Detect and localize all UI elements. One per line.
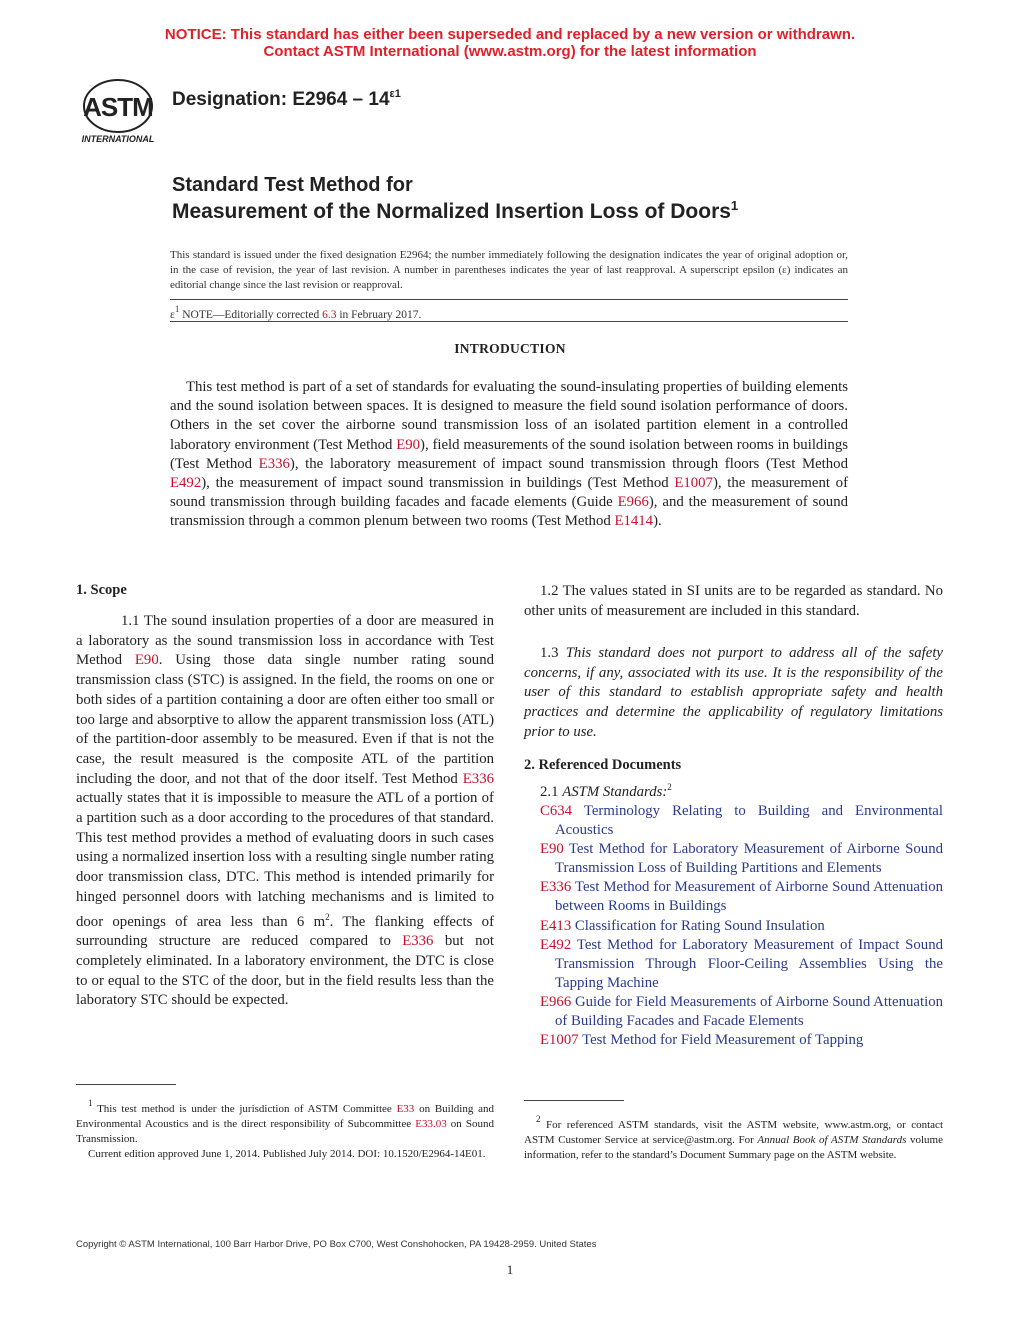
footnote-marker: 1 xyxy=(88,1098,93,1108)
notice-line-1: NOTICE: This standard has either been superseded and replaced by a new version or withdrawn. xyxy=(164,26,856,43)
footnote-rule-left xyxy=(76,1084,176,1085)
footnote-marker: 2 xyxy=(667,782,672,792)
footnote-rule-right xyxy=(524,1100,624,1101)
divider-top xyxy=(170,299,848,300)
footnote-1-edition: Current edition approved June 1, 2014. Published July 2014. DOI: 10.1520/E2964-14E01. xyxy=(88,1148,486,1160)
ref-title[interactable]: Test Method for Laboratory Measurement of Airborne Sound Transmission Loss of Building Partitions and Elements xyxy=(555,841,943,877)
list-item xyxy=(540,1031,943,1050)
paragraph-text: . The flanking effects of surrounding structure are reduced compared to xyxy=(76,913,494,950)
intro-paragraph xyxy=(170,378,848,532)
p11-ref-e90[interactable]: E90 xyxy=(134,652,159,669)
title-line-2 xyxy=(172,198,738,224)
paragraph-number: 1.1 xyxy=(121,613,144,629)
intro-text: ), the measurement of sound transmission through building facades and facade elements (Guide xyxy=(170,475,848,511)
astm-logo xyxy=(76,76,160,146)
footnote-text: For referenced ASTM standards, visit the ASTM website, www.astm.org, or contact ASTM Customer Service at service@astm.org. For xyxy=(524,1119,943,1146)
superscript: 2 xyxy=(325,911,330,922)
notice-line-2: Contact ASTM International (www.astm.org) for the latest information xyxy=(263,43,757,60)
intro-ref-e966[interactable]: E966 xyxy=(617,494,649,511)
footnote-text: volume information, refer to the standard’s Document Summary page on the ASTM website. xyxy=(524,1134,943,1161)
intro-heading: INTRODUCTION xyxy=(454,341,566,356)
intro-text: ). xyxy=(653,513,662,530)
list-item xyxy=(540,993,943,1031)
footnote-2-paragraph xyxy=(524,1112,943,1163)
paragraph-text: This standard does not purport to address all of the safety concerns, if any, associated with its use. It is the responsibility of the user of this standard to establish appropriate safety and health practices and determine the applicability of regulatory limitations prior to use. xyxy=(524,645,943,740)
editorial-note xyxy=(170,304,421,321)
note-post: in February 2017. xyxy=(336,309,422,321)
ref-code-link[interactable]: E492 xyxy=(540,936,572,953)
note-epsilon-sup: 1 xyxy=(174,304,180,314)
footnote-marker: 2 xyxy=(536,1114,541,1124)
footnote-2 xyxy=(524,1112,943,1163)
intro-ref-e336[interactable]: E336 xyxy=(258,455,290,472)
intro-text: ), the laboratory measurement of impact sound transmission through floors (Test Method xyxy=(289,455,848,472)
ref-code-link[interactable]: C634 xyxy=(540,803,573,819)
intro-text: ), and the measurement of sound transmission through a common plenum between two rooms (Test Method xyxy=(170,494,848,530)
ref-code-link[interactable]: E413 xyxy=(540,917,572,934)
paragraph-text: but not completely eliminated. In a laboratory environment, the DTC is close to or equal to the STC of the door, but in the field results less than the laboratory STC should be expected. xyxy=(76,933,494,1009)
section-heading-scope: 1. Scope xyxy=(76,582,127,598)
footnote-1-paragraph xyxy=(76,1096,494,1147)
paragraph-number: 1.3 xyxy=(540,645,566,661)
list-item xyxy=(540,878,943,916)
footnote-text: on Sound Transmission. xyxy=(76,1118,494,1145)
ref-code-link[interactable]: E966 xyxy=(540,993,572,1010)
intro-text: ), the measurement of impact sound transmission in buildings (Test Method xyxy=(201,475,675,492)
paragraph-text: The sound insulation properties of a door are measured in a laboratory as the sound transmission loss in accordance with Test Method xyxy=(76,613,494,669)
intro-ref-e1414[interactable]: E1414 xyxy=(614,513,654,530)
paragraph-1-3 xyxy=(524,644,943,743)
paragraph-1-1 xyxy=(76,612,494,1011)
subsection-2-1 xyxy=(540,782,672,801)
designation-text: Designation: E2964 – 14 xyxy=(172,89,390,110)
footnote-text: This test method is under the jurisdiction of ASTM Committee xyxy=(92,1103,397,1115)
list-item xyxy=(540,802,943,840)
list-item xyxy=(540,917,943,936)
subsection-number: 2.1 xyxy=(540,784,563,800)
title-footnote-marker: 1 xyxy=(730,198,739,213)
intro-text: ), field measurements of the sound isolation between rooms in buildings (Test Method xyxy=(170,436,848,472)
referenced-standards-list xyxy=(540,802,943,1050)
paragraph-1-2: 1.2 The values stated in SI units are to be regarded as standard. No other units of measurement are included in this standard. xyxy=(524,583,943,619)
ref-title[interactable]: Test Method for Field Measurement of Tapping xyxy=(578,1032,864,1049)
subsection-title: ASTM Standards: xyxy=(562,784,668,800)
intro-ref-e492[interactable]: E492 xyxy=(170,475,202,492)
p11-ref-e336-2[interactable]: E336 xyxy=(402,933,434,950)
ref-title[interactable]: Classification for Rating Sound Insulation xyxy=(571,917,825,934)
footnote-text: on Building and Environmental Acoustics and is the direct responsibility of Subcommittee xyxy=(76,1103,495,1130)
section-heading-referenced-documents: 2. Referenced Documents xyxy=(524,757,682,773)
paragraph-text: actually states that it is impossible to measure the ATL of a portion of a partition such as a door according to the procedures of that standard. This test method provides a method of evaluating doors in such cases using a normalized insertion loss with a resulting single number rating door transmission class, DTC. This method is intended primarily for hinged personnel doors with latching mechanisms and is limited to door openings of area less than 6 m xyxy=(76,790,494,930)
divider-bottom xyxy=(170,321,848,322)
intro-ref-e90[interactable]: E90 xyxy=(396,436,421,453)
ref-title[interactable]: Guide for Field Measurements of Airborne Sound Attenuation of Building Facades and Facade Elements xyxy=(555,993,943,1030)
intro-text: This test method is part of a set of standards for evaluating the sound-insulating properties of building elements and the sound isolation between spaces. It is designed to measure the field sound isolation performance of doors. Others in the set cover the airborne sound transmission loss of an isolated partition element in a controlled laboratory environment (Test Method xyxy=(170,379,848,453)
notice-banner xyxy=(0,26,1020,60)
ref-title[interactable]: Test Method for Measurement of Airborne Sound Attenuation between Rooms in Buildings xyxy=(555,879,943,915)
list-item xyxy=(540,936,943,993)
list-item xyxy=(540,840,943,878)
ref-code-link[interactable]: E90 xyxy=(540,841,564,858)
page-number: 1 xyxy=(506,1262,514,1277)
copyright-line: Copyright © ASTM International, 100 Barr Harbor Drive, PO Box C700, West Conshohocken, PA 19428-2959. United States xyxy=(76,1239,597,1250)
footnote-1 xyxy=(76,1096,494,1162)
designation xyxy=(172,88,401,111)
ref-code-link[interactable]: E1007 xyxy=(540,1032,579,1049)
intro-ref-e1007[interactable]: E1007 xyxy=(674,475,713,492)
fn1-ref-e33-03[interactable]: E33.03 xyxy=(415,1118,447,1130)
note-pre: NOTE—Editorially corrected xyxy=(179,309,323,321)
fn1-ref-e33[interactable]: E33 xyxy=(396,1103,415,1115)
ref-code-link[interactable]: E336 xyxy=(540,879,572,896)
title-line-2-text: Measurement of the Normalized Insertion Loss of Doors xyxy=(172,200,731,223)
p11-ref-e336[interactable]: E336 xyxy=(462,770,494,787)
designation-epsilon: ε1 xyxy=(389,88,401,100)
note-epsilon: ε xyxy=(170,309,175,321)
ref-title[interactable]: Terminology Relating to Building and Environmental Acoustics xyxy=(555,803,943,839)
note-ref-link[interactable]: 6.3 xyxy=(322,309,337,321)
ref-title[interactable]: Test Method for Laboratory Measurement of Impact Sound Transmission Through Floor-Ceiling Assemblies Using the Tapping Machine xyxy=(555,936,943,991)
issued-statement: This standard is issued under the fixed designation E2964; the number immediately following the designation indicates the year of original adoption or, in the case of revision, the year of last revision. A number in parentheses indicates the year of last reapproval. A superscript epsilon (ε) indicates an editorial change since the last revision or reapproval. xyxy=(170,249,848,291)
logo-letters: ASTM xyxy=(83,92,153,122)
logo-caption: INTERNATIONAL xyxy=(81,134,155,144)
footnote-italic: Annual Book of ASTM Standards xyxy=(757,1134,907,1146)
paragraph-text: . Using those data single number rating sound transmission class (STC) is assigned. In the field, the rooms on one or both sides of a partition containing a door are often either too small or too large and absorptive to allow the apparent transmission loss (ATL) of the partition-door assembly to be measured. Even if that is not the case, the result measured is the composite ATL of the partition including the door, and not that of the door itself. Test Method xyxy=(76,652,494,787)
title-line-1: Standard Test Method for xyxy=(172,174,413,196)
